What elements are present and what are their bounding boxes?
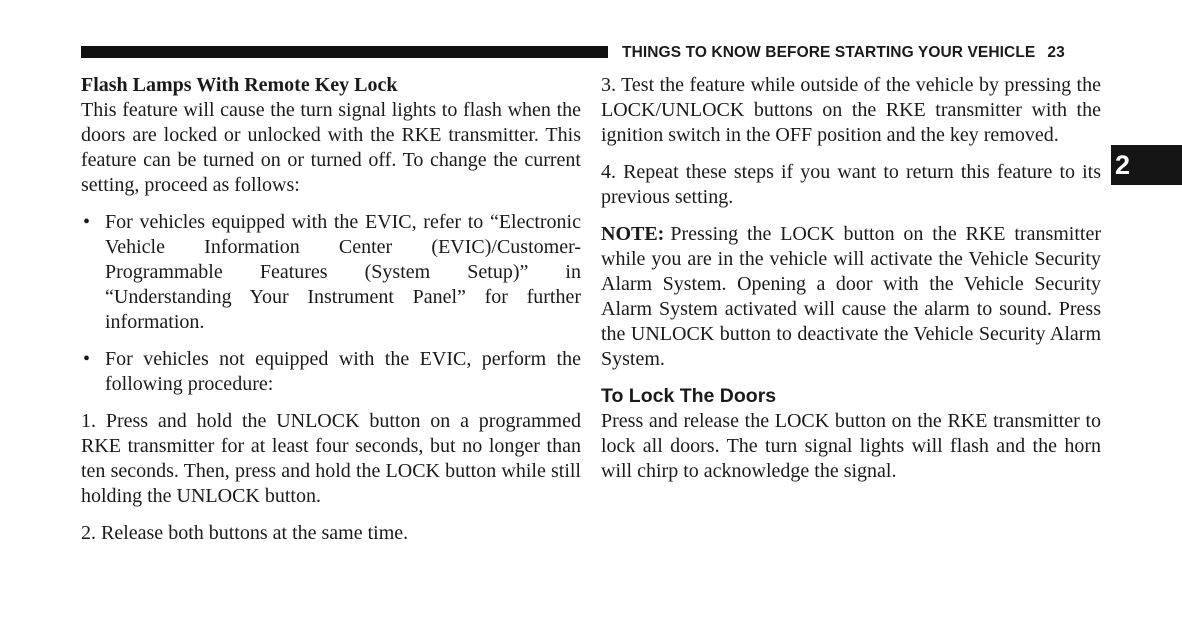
- step-1: 1. Press and hold the UNLOCK button on a programmed RKE transmitter for at least four seconds, but no longer than ten seconds. Then, press and hold the LOCK button while still holding the UNLOCK button.: [81, 410, 581, 507]
- right-column: [601, 73, 1101, 484]
- bullet-item-evic: [81, 210, 581, 335]
- page-number: 23: [1047, 44, 1065, 61]
- note-paragraph: [601, 222, 1101, 372]
- bullet-item-no-evic: [81, 347, 581, 397]
- bullet-dot: •: [83, 348, 91, 370]
- bullet-list: [81, 210, 581, 397]
- step-3: 3. Test the feature while outside of the vehicle by pressing the LOCK/UNLOCK buttons on the RKE transmitter with the ignition switch in the OFF position and the key removed.: [601, 74, 1101, 146]
- chapter-tab: 2: [1111, 145, 1182, 185]
- bullet-dot: •: [83, 211, 91, 233]
- lock-doors-paragraph: Press and release the LOCK button on the RKE transmitter to lock all doors. The turn signal lights will flash and the horn will chirp to acknowledge the signal.: [601, 410, 1101, 482]
- header-rule-bar: [81, 46, 608, 58]
- step-2: 2. Release both buttons at the same time.: [81, 522, 409, 544]
- note-text: Pressing the LOCK button on the RKE transmitter while you are in the vehicle will activate the Vehicle Security Alarm System. Opening a door with the Vehicle Security Alarm System activated will cause the alarm to sound. Press the UNLOCK button to deactivate the Vehicle Security Alarm System.: [601, 223, 1101, 370]
- step-4: 4. Repeat these steps if you want to return this feature to its previous setting.: [601, 161, 1101, 208]
- note-label: NOTE:: [601, 223, 665, 245]
- bullet-text: For vehicles equipped with the EVIC, refer to “Electronic Vehicle Information Center (EVIC)/Customer-Programmable Features (System Setup)” in “Understanding Your Instrument Panel” for further information.: [105, 211, 581, 333]
- bullet-text: For vehicles not equipped with the EVIC, perform the following procedure:: [105, 348, 581, 395]
- left-column: [81, 73, 581, 546]
- section-heading-lock-doors: To Lock The Doors: [601, 385, 777, 407]
- running-head: [622, 44, 1102, 62]
- intro-paragraph: This feature will cause the turn signal lights to flash when the doors are locked or unlocked with the RKE transmitter. This feature can be turned on or turned off. To change the current setting, proceed as follows:: [81, 99, 581, 196]
- section-heading-flash-lamps: Flash Lamps With Remote Key Lock: [81, 74, 398, 96]
- running-head-title: THINGS TO KNOW BEFORE STARTING YOUR VEHICLE: [622, 44, 1036, 61]
